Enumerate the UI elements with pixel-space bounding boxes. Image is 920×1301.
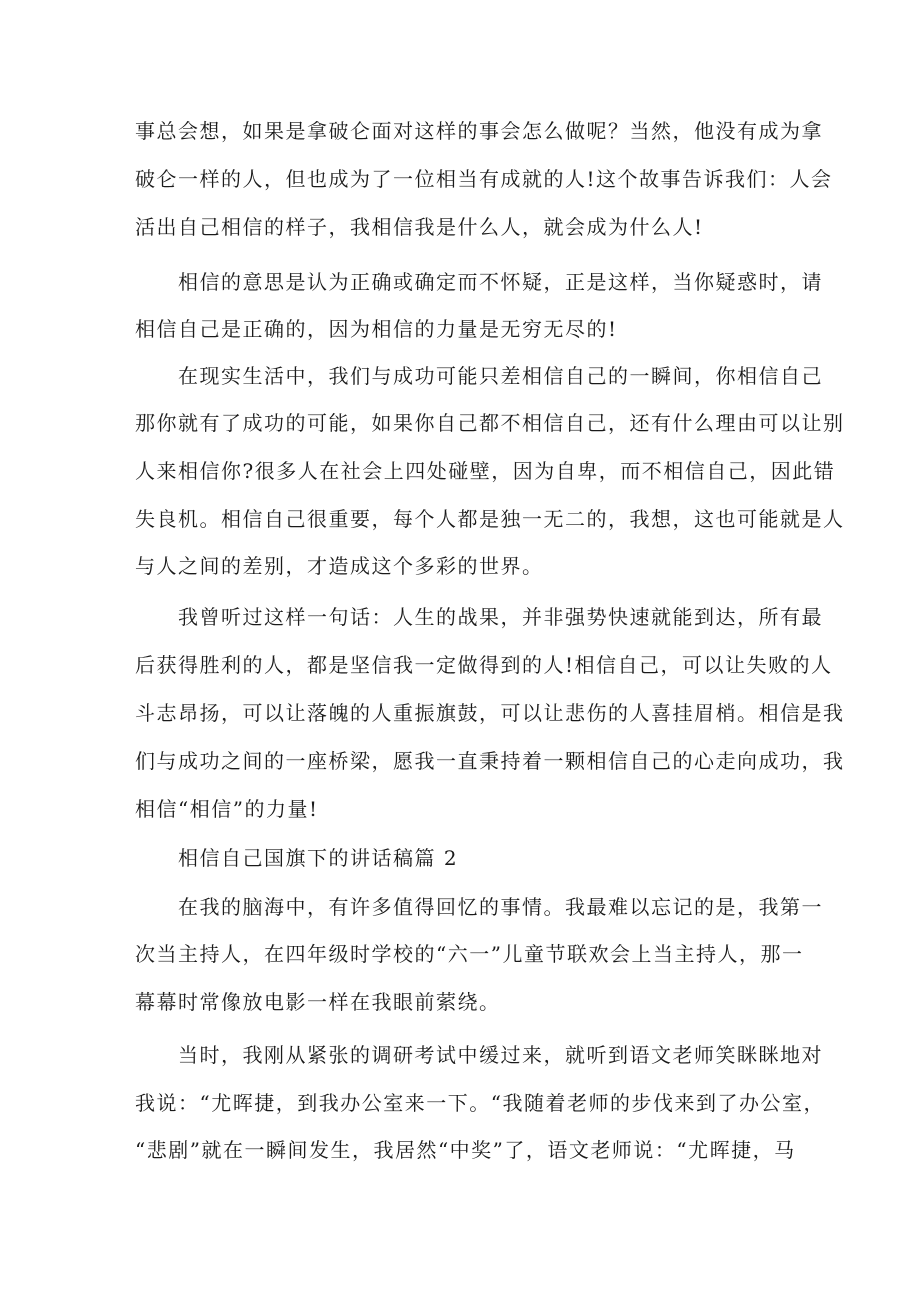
text-line: 事总会想，如果是拿破仑面对这样的事会怎么做呢？当然，他没有成为拿: [135, 119, 823, 143]
text-line: 那你就有了成功的可能，如果你自己都不相信自己，还有什么理由可以让别: [135, 411, 845, 435]
text-line: 们与成功之间的一座桥梁，愿我一直秉持着一颗相信自己的心走向成功，我: [135, 749, 845, 773]
text-line: “悲剧”就在一瞬间发生，我居然“中奖”了，语文老师说：“尤晖捷，马: [135, 1138, 796, 1162]
text-line: 我说：“尤晖捷，到我办公室来一下。“我随着老师的步伐来到了办公室，: [135, 1091, 825, 1115]
text-line: 当时，我刚从紧张的调研考试中缓过来，就听到语文老师笑眯眯地对: [178, 1043, 823, 1067]
section-heading: 相信自己国旗下的讲话稿篇 2: [178, 846, 459, 870]
text-line: 与人之间的差别，才造成这个多彩的世界。: [135, 554, 544, 578]
text-line: 活出自己相信的样子，我相信我是什么人，就会成为什么人!: [135, 215, 704, 239]
text-line: 人来相信你?很多人在社会上四处碰壁，因为自卑，而不相信自己，因此错: [135, 459, 836, 483]
text-line: 相信“相信”的力量!: [135, 797, 319, 821]
text-line: 幕幕时常像放电影一样在我眼前萦绕。: [135, 990, 501, 1014]
text-line: 在现实生活中，我们与成功可能只差相信自己的一瞬间，你相信自己: [178, 364, 823, 388]
text-line: 后获得胜利的人，都是坚信我一定做得到的人!相信自己，可以让失败的人: [135, 653, 833, 677]
text-line: 相信的意思是认为正确或确定而不怀疑，正是这样，当你疑惑时，请: [178, 270, 823, 294]
text-line: 失良机。相信自己很重要，每个人都是独一无二的，我想，这也可能就是人: [135, 507, 845, 531]
text-line: 斗志昂扬，可以让落魄的人重振旗鼓，可以让悲伤的人喜挂眉梢。相信是我: [135, 701, 845, 725]
text-line: 破仑一样的人，但也成为了一位相当有成就的人!这个故事告诉我们：人会: [135, 167, 833, 191]
text-line: 在我的脑海中，有许多值得回忆的事情。我最难以忘记的是，我第一: [178, 895, 823, 919]
text-line: 次当主持人，在四年级时学校的“六一”儿童节联欢会上当主持人，那一: [135, 942, 804, 966]
text-line: 我曾听过这样一句话：人生的战果，并非强势快速就能到达，所有最: [178, 605, 823, 629]
text-line: 相信自己是正确的，因为相信的力量是无穷无尽的!: [135, 317, 618, 341]
